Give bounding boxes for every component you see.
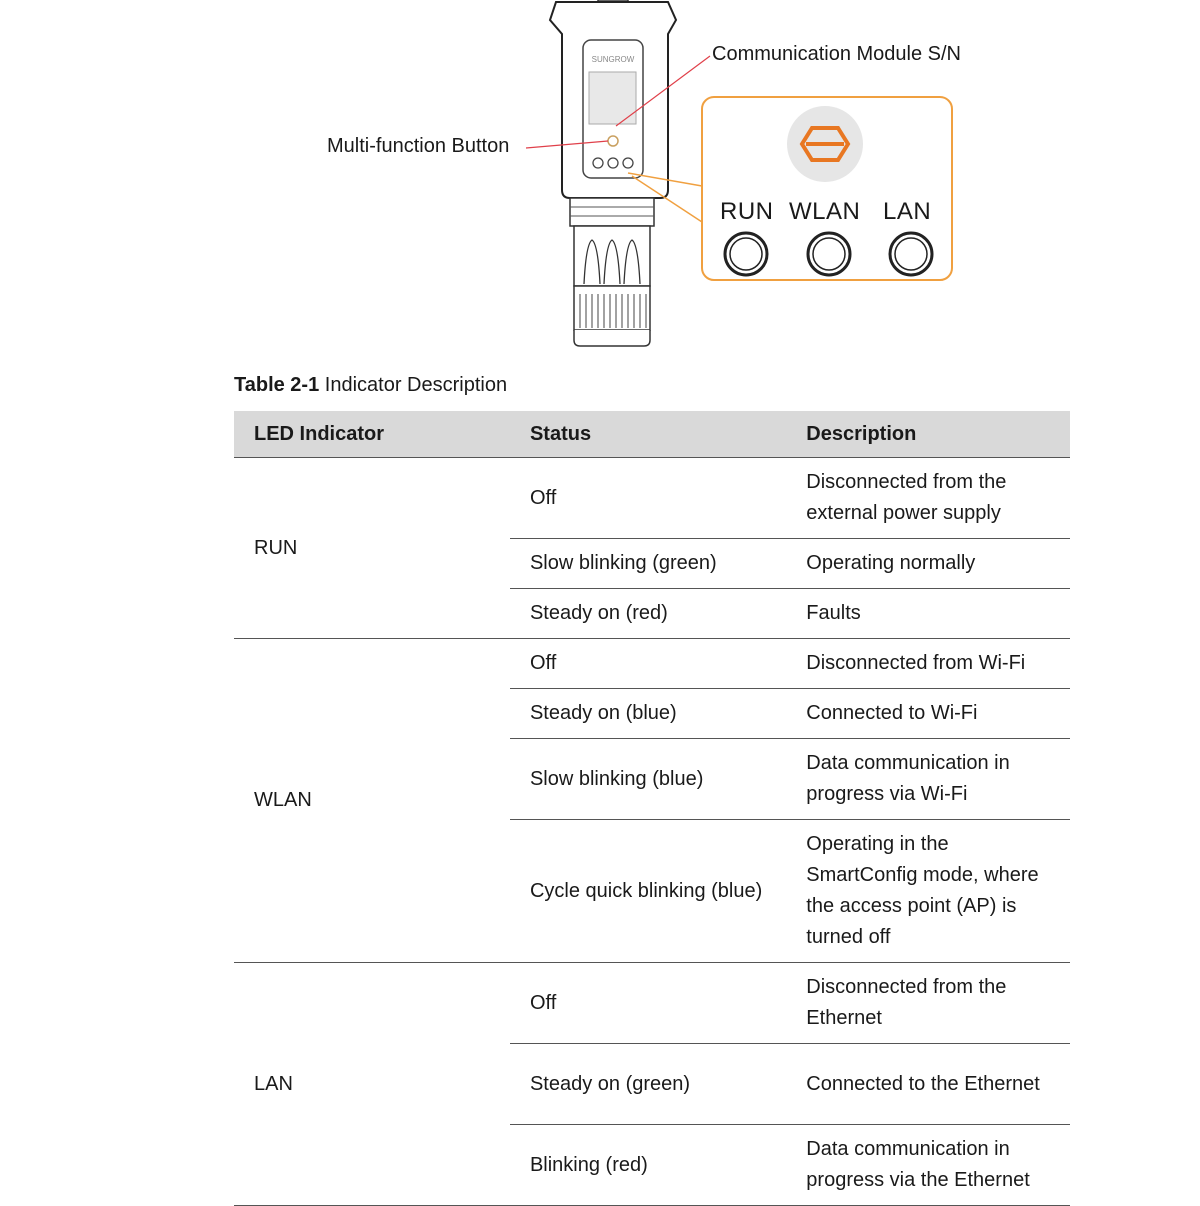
- table-row: [234, 963, 1070, 1044]
- status-cell: Blinking (red): [510, 1125, 786, 1206]
- status-cell: Off: [510, 963, 786, 1044]
- device-figure: [0, 0, 1200, 360]
- led-cell-wlan: WLAN: [234, 639, 510, 963]
- led-run-small: [593, 158, 603, 168]
- description-cell: Connected to Wi-Fi: [786, 689, 1070, 739]
- description-cell: Disconnected from Wi-Fi: [786, 639, 1070, 689]
- indicator-table: [234, 411, 1070, 1206]
- led-label-run: RUN: [720, 198, 774, 225]
- callout-multi-function-button: Multi-function Button: [327, 135, 510, 157]
- description-cell: Data communication in progress via the Ethernet: [786, 1125, 1070, 1206]
- led-wlan-small: [608, 158, 618, 168]
- brand-text: SUNGROW: [591, 55, 635, 64]
- status-cell: Slow blinking (blue): [510, 739, 786, 820]
- table-caption: [234, 374, 507, 397]
- led-label-lan: LAN: [883, 198, 932, 225]
- led-cell-run: RUN: [234, 458, 510, 639]
- status-cell: Off: [510, 639, 786, 689]
- description-cell: Operating in the SmartConfig mode, where the access point (AP) is turned off: [786, 820, 1070, 963]
- led-wlan-ring: [808, 233, 850, 275]
- table-number: Table 2-1: [234, 374, 320, 396]
- table-row: [234, 639, 1070, 689]
- header-description: Description: [786, 411, 1070, 458]
- status-cell: Off: [510, 458, 786, 539]
- description-cell: Disconnected from the Ethernet: [786, 963, 1070, 1044]
- callout-serial-number: Communication Module S/N: [712, 43, 961, 65]
- led-cell-lan: LAN: [234, 963, 510, 1206]
- table-header-row: [234, 411, 1070, 458]
- description-cell: Faults: [786, 589, 1070, 639]
- header-led-indicator: LED Indicator: [234, 411, 510, 458]
- description-cell: Connected to the Ethernet: [786, 1044, 1070, 1125]
- led-lan-small: [623, 158, 633, 168]
- table-title: Indicator Description: [324, 374, 508, 396]
- status-cell: Slow blinking (green): [510, 539, 786, 589]
- led-label-wlan: WLAN: [789, 198, 861, 225]
- status-cell: Steady on (red): [510, 589, 786, 639]
- status-cell: Steady on (blue): [510, 689, 786, 739]
- led-run-ring: [725, 233, 767, 275]
- table-row: [234, 458, 1070, 539]
- description-cell: Operating normally: [786, 539, 1070, 589]
- header-status: Status: [510, 411, 786, 458]
- status-cell: Steady on (green): [510, 1044, 786, 1125]
- status-cell: Cycle quick blinking (blue): [510, 820, 786, 963]
- led-lan-ring: [890, 233, 932, 275]
- description-cell: Data communication in progress via Wi-Fi: [786, 739, 1070, 820]
- description-cell: Disconnected from the external power supply: [786, 458, 1070, 539]
- device-illustration: [0, 0, 1200, 360]
- multi-function-button: [608, 136, 618, 146]
